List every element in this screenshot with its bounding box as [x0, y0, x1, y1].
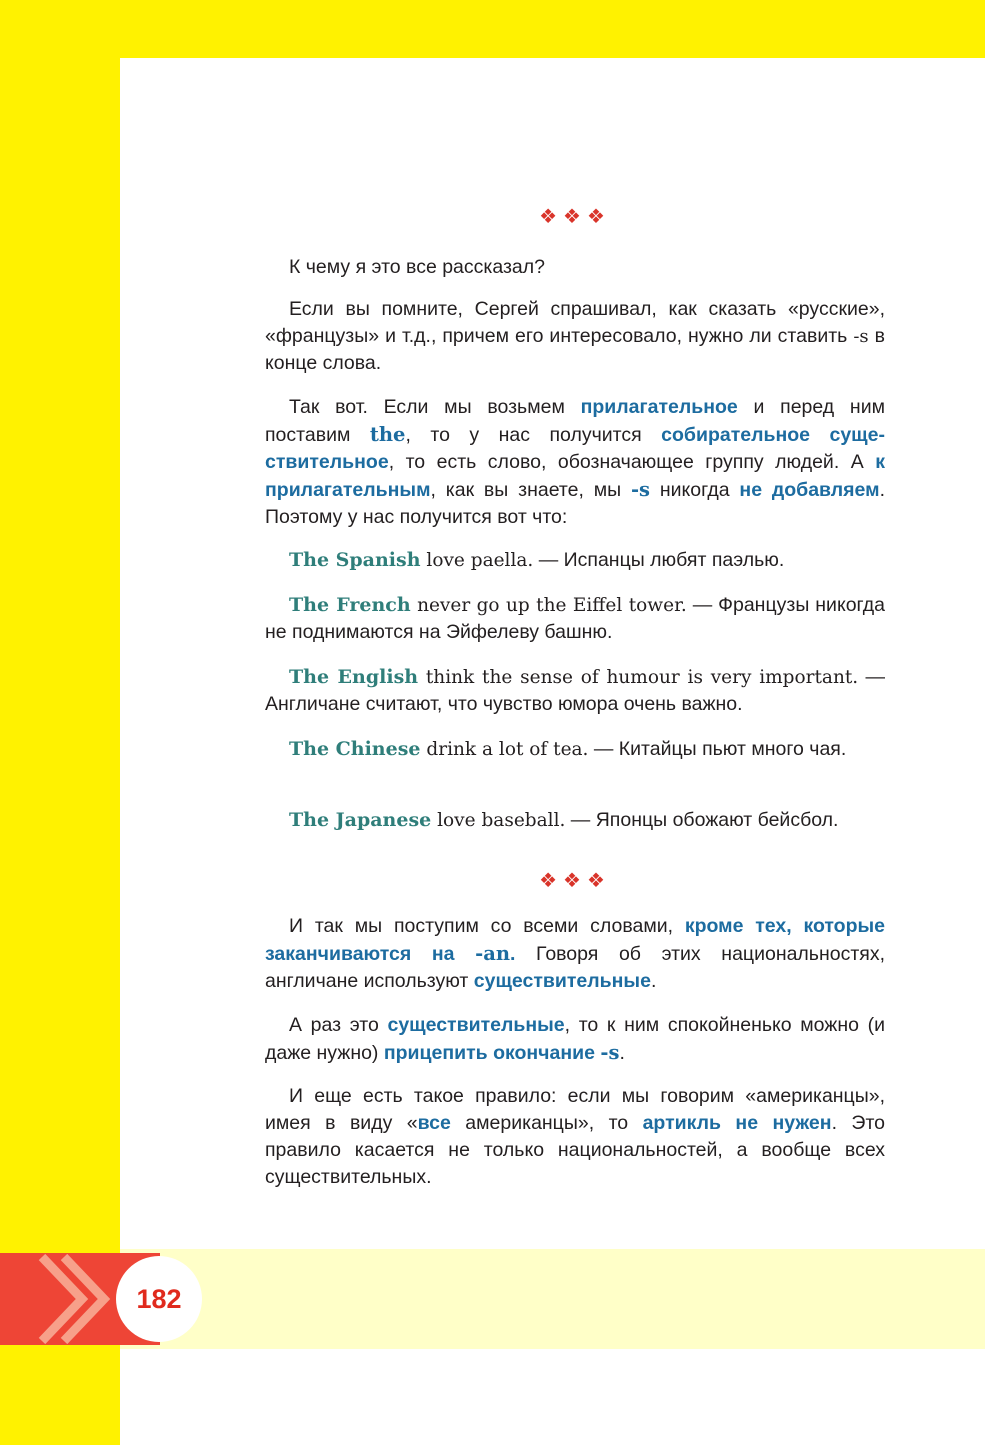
double-chevron-icon: [28, 1253, 118, 1345]
paragraph: А раз это существительные, то к ним спокойненько можно (и даже нужно) прицепить окончание -s.: [265, 1014, 885, 1064]
example-sentence: The Spanish love paella. — Испанцы любят паэлью.: [289, 549, 785, 571]
example-sentence: The Japanese love baseball. — Японцы обожают бейсбол.: [289, 809, 839, 831]
paragraph: К чему я это все рассказал?: [289, 256, 545, 278]
ornament-divider: ❖❖❖: [539, 204, 611, 228]
example-sentence: The French never go up the Eiffel tower. — Французы никогда не поднимаются на Эйфелеву башню.: [265, 594, 885, 643]
paragraph: Так вот. Если мы возьмем прилагательное и перед ним поставим the, то у нас получится собирательное существительное, то есть слово, обозначающее группу людей. А к прилагательным, как вы знаете, мы -s никогда не добавляем. Поэтому у нас получится вот что:: [265, 396, 885, 528]
ornament-divider: ❖❖❖: [539, 868, 611, 892]
paragraph: И еще есть такое правило: если мы говорим «американцы», имея в виду «все американцы», то артикль не нужен. Это правило касается не только национальностей, а вообще всех существительных.: [265, 1085, 885, 1188]
top-yellow-border: [0, 0, 985, 58]
example-sentence: The Chinese drink a lot of tea. — Китайцы пьют много чая.: [289, 738, 847, 760]
paragraph: Если вы помните, Сергей спрашивал, как сказать «русские», «французы» и т.д., причем его интересовало, нужно ли ставить -s в конце слова.: [265, 298, 885, 374]
example-sentence: The English think the sense of humour is very important. — Англичане считают, что чувство юмора очень важно.: [265, 666, 886, 715]
page-number: 182: [116, 1256, 202, 1342]
footer-band: [120, 1249, 985, 1349]
paragraph: И так мы поступим со всеми словами, кроме тех, которые заканчиваются на -an. Говоря об этих национальностях, англичане используют существительные.: [265, 915, 885, 992]
left-yellow-border: [0, 0, 120, 1445]
